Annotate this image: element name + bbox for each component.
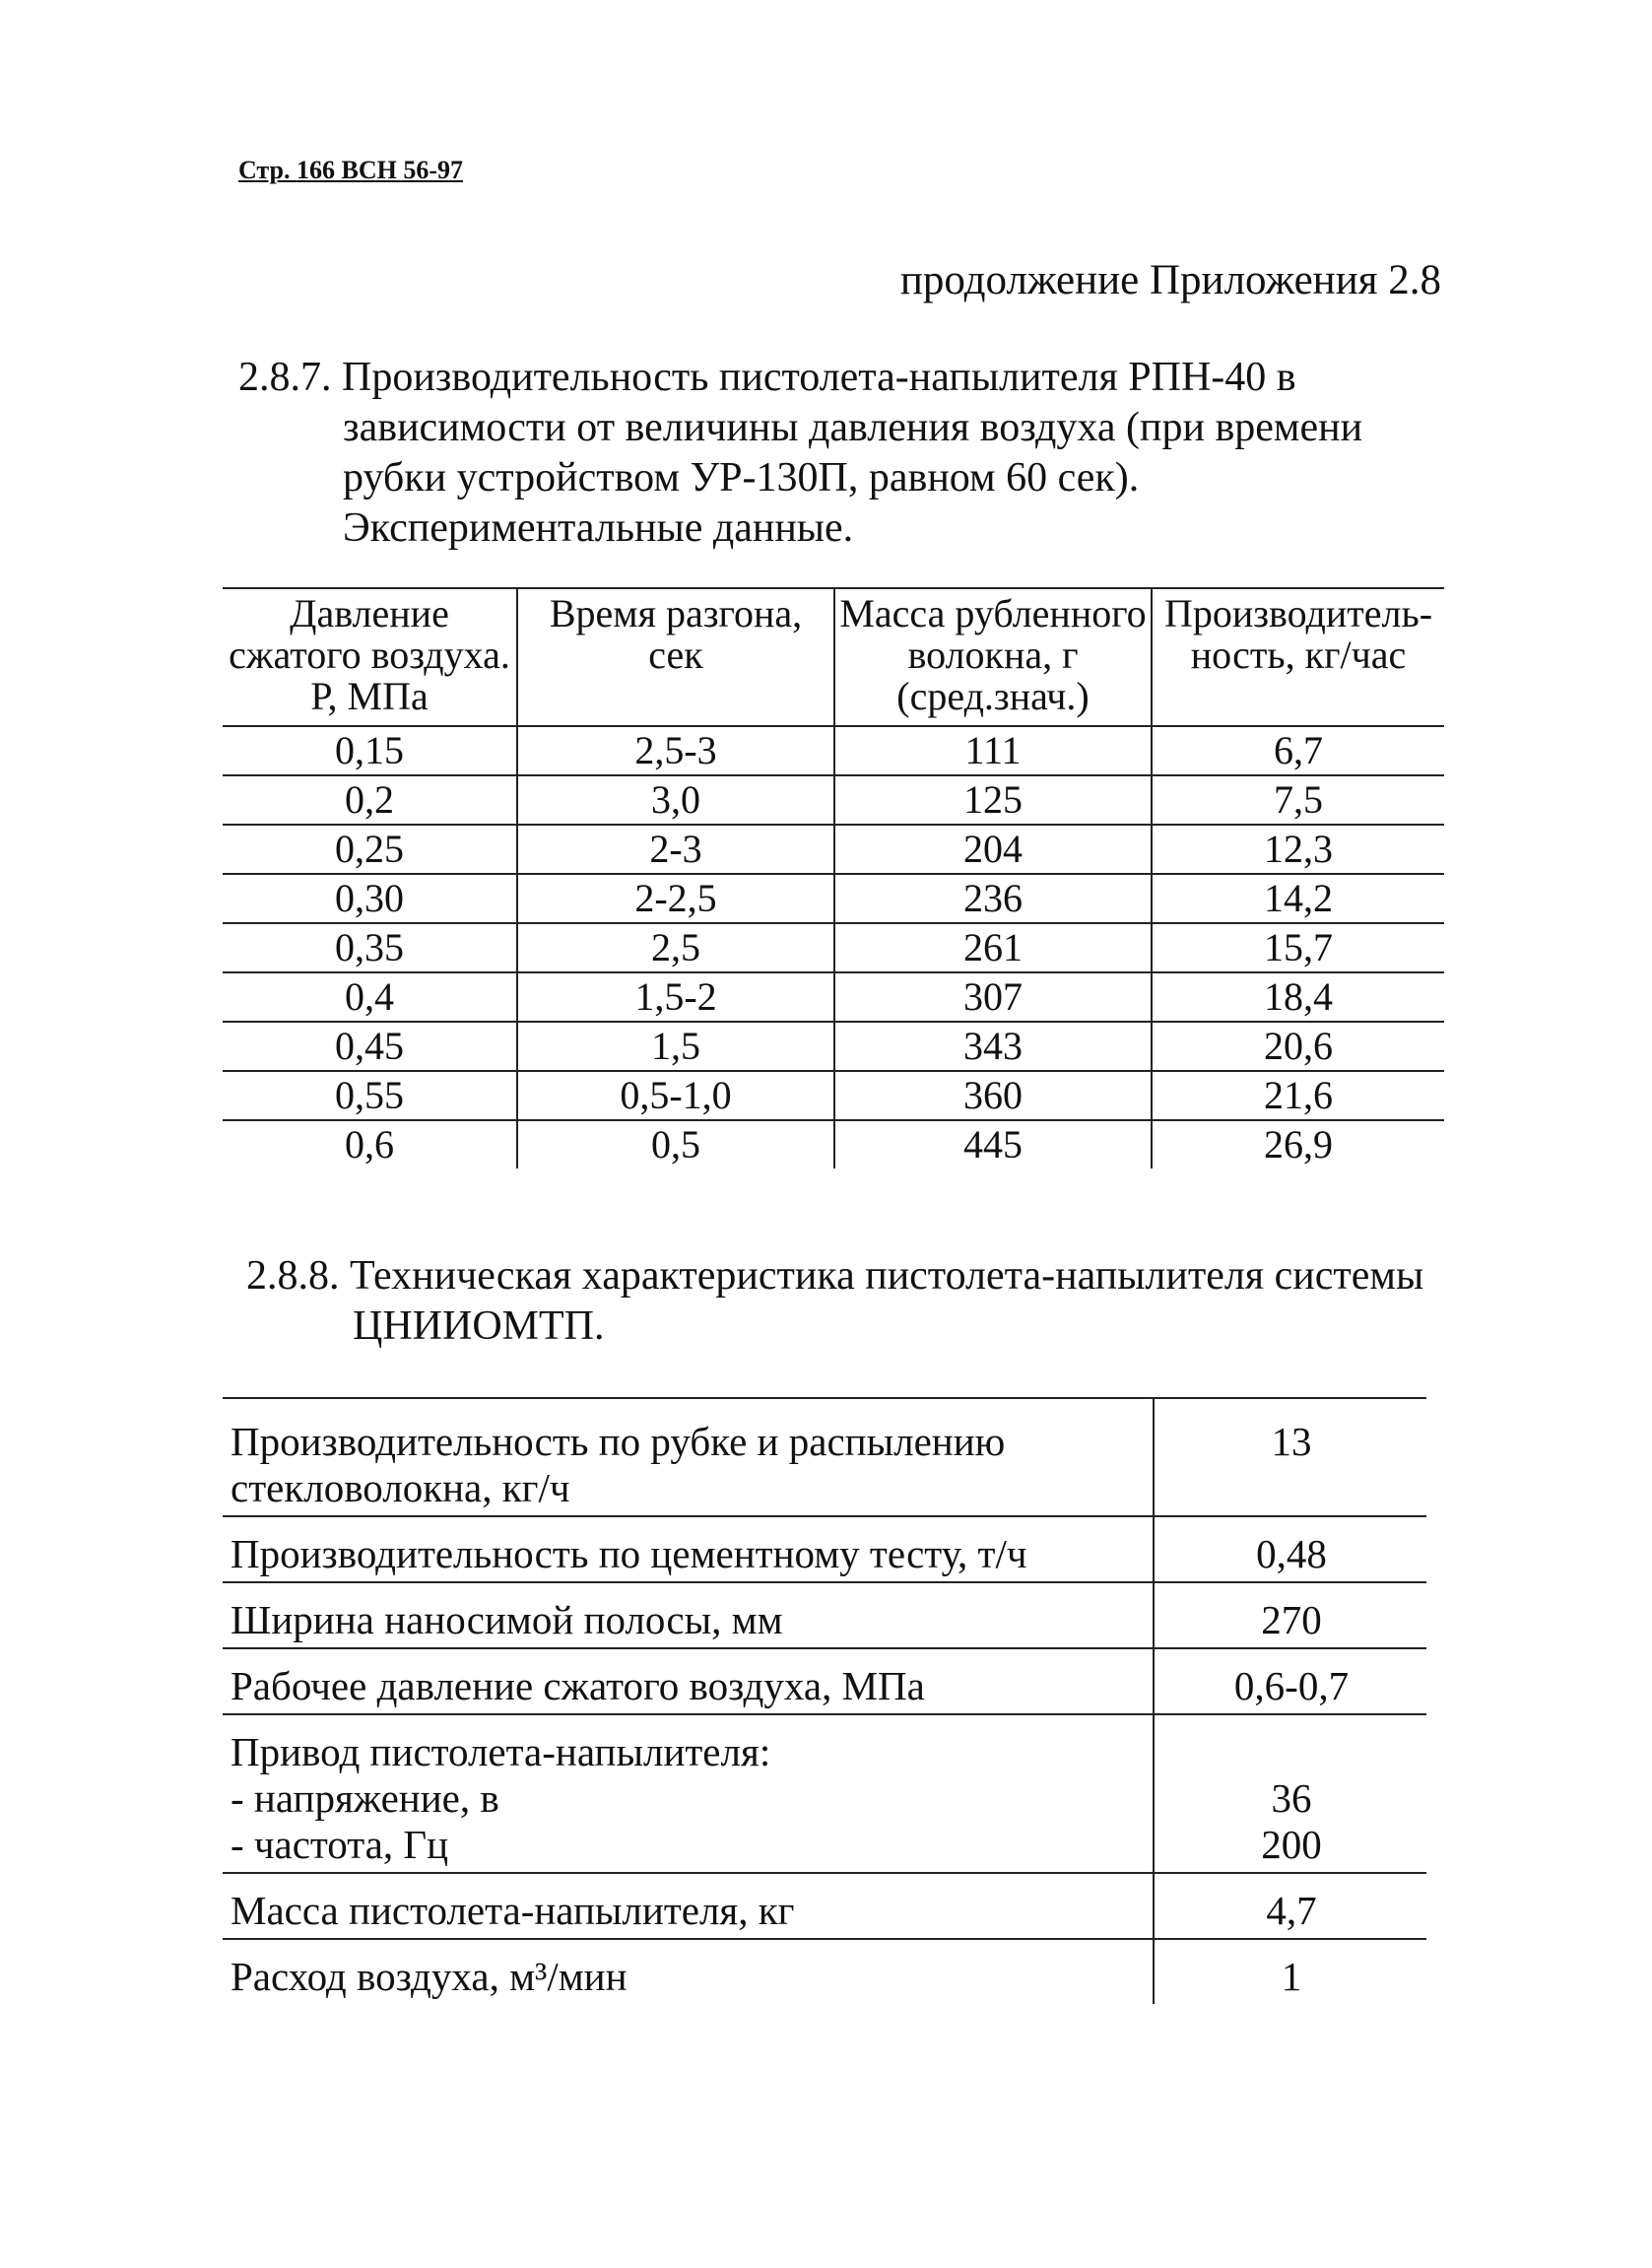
- cell-pressure: 0,4: [223, 972, 517, 1022]
- cell-mass: 360: [834, 1071, 1152, 1120]
- table-row: [223, 1873, 1426, 1939]
- spec-label: Расход воздуха, м³/мин: [231, 1954, 628, 1999]
- table-row: [223, 1022, 1444, 1071]
- section-title-text: 2.8.8. Техническая характеристика пистолета-напылителя системы ЦНИИОМТП.: [246, 1253, 1424, 1349]
- cell-time: 0,5: [517, 1120, 834, 1168]
- cell-productivity: 20,6: [1152, 1022, 1444, 1071]
- table-row: [223, 972, 1444, 1022]
- cell-time: 2,5-3: [517, 726, 834, 775]
- table-row: [223, 825, 1444, 874]
- cell-mass: 111: [834, 726, 1152, 775]
- cell-mass: 445: [834, 1120, 1152, 1168]
- cell-pressure: 0,25: [223, 825, 517, 874]
- drive-frequency-label: - частота, Гц: [231, 1822, 449, 1867]
- cell-productivity: 14,2: [1152, 874, 1444, 923]
- table-row: [223, 726, 1444, 775]
- page-header: Стр. 166 ВСН 56-97: [238, 156, 463, 184]
- cell-pressure: 0,15: [223, 726, 517, 775]
- table-row: [223, 1648, 1426, 1714]
- section-title-2-8-7: [238, 353, 1470, 554]
- spec-value: 0,6-0,7: [1154, 1648, 1426, 1714]
- cell-productivity: 15,7: [1152, 923, 1444, 972]
- cell-pressure: 0,45: [223, 1022, 517, 1071]
- spec-value: 4,7: [1154, 1873, 1426, 1939]
- spec-value: 0,48: [1154, 1516, 1426, 1582]
- table-row: [223, 1516, 1426, 1582]
- cell-pressure: 0,30: [223, 874, 517, 923]
- spec-label: Ширина наносимой полосы, мм: [223, 1582, 1154, 1648]
- cell-pressure: 0,6: [345, 1122, 394, 1167]
- table-header-row: [223, 588, 1444, 726]
- cell-productivity: 7,5: [1152, 775, 1444, 825]
- header-fiber-mass: Масса рубленного волокна, г (сред.знач.): [834, 588, 1152, 726]
- table-row: [223, 1120, 1444, 1168]
- cell-mass: 307: [834, 972, 1152, 1022]
- cell-time: 2,5: [517, 923, 834, 972]
- technical-specs-table: [223, 1397, 1426, 2004]
- spacer: [1162, 1729, 1421, 1775]
- cell-pressure: 0,35: [223, 923, 517, 972]
- spec-label: Масса пистолета-напылителя, кг: [223, 1873, 1154, 1939]
- cell-productivity: 21,6: [1152, 1071, 1444, 1120]
- appendix-continuation: продолжение Приложения 2.8: [899, 257, 1441, 303]
- drive-frequency-value: 200: [1261, 1822, 1322, 1867]
- cell-productivity: 12,3: [1152, 825, 1444, 874]
- cell-productivity: 18,4: [1152, 972, 1444, 1022]
- cell-time: 3,0: [517, 775, 834, 825]
- header-productivity: Производитель-ность, кг/час: [1152, 588, 1444, 726]
- table-row: [223, 923, 1444, 972]
- cell-pressure: 0,2: [223, 775, 517, 825]
- table-row: [223, 874, 1444, 923]
- spec-label: Производительность по цементному тесту, т/ч: [223, 1516, 1154, 1582]
- cell-mass: 343: [834, 1022, 1152, 1071]
- header-pressure: Давление сжатого воздуха. Р, МПа: [223, 588, 517, 726]
- cell-mass: 204: [834, 825, 1152, 874]
- section-title-2-8-8: [246, 1251, 1478, 1352]
- cell-mass: 125: [834, 775, 1152, 825]
- table-row: [223, 1071, 1444, 1120]
- cell-productivity: 6,7: [1152, 726, 1444, 775]
- cell-mass: 261: [834, 923, 1152, 972]
- table-row: [223, 1582, 1426, 1648]
- table-row: [223, 1714, 1426, 1873]
- spec-label: Рабочее давление сжатого воздуха, МПа: [223, 1648, 1154, 1714]
- cell-mass: 236: [834, 874, 1152, 923]
- drive-label: Привод пистолета-напылителя:: [231, 1729, 771, 1774]
- cell-time: 1,5-2: [517, 972, 834, 1022]
- cell-time: 2-3: [517, 825, 834, 874]
- spec-value: 1: [1154, 1939, 1426, 2004]
- cell-time: 1,5: [517, 1022, 834, 1071]
- spec-label-drive: [223, 1714, 1154, 1873]
- table-row: [223, 1939, 1426, 2004]
- section-title-text: 2.8.7. Производительность пистолета-напылителя РПН-40 в зависимости от величины давления воздуха (при времени рубки устройством УР-130П, равном 60 сек). Экспериментальные данные.: [238, 355, 1363, 551]
- drive-voltage-label: - напряжение, в: [231, 1775, 499, 1821]
- table-row: [223, 1398, 1426, 1516]
- header-acceleration-time: Время разгона, сек: [517, 588, 834, 726]
- cell-time: 2-2,5: [517, 874, 834, 923]
- spec-value: 270: [1154, 1582, 1426, 1648]
- cell-productivity: 26,9: [1152, 1120, 1444, 1168]
- cell-time: 0,5-1,0: [517, 1071, 834, 1120]
- table-row: [223, 775, 1444, 825]
- pressure-productivity-table: [223, 587, 1444, 1168]
- cell-pressure: 0,55: [223, 1071, 517, 1120]
- spec-label: Производительность по рубке и распылению стекловолокна, кг/ч: [223, 1398, 1154, 1516]
- spec-value-drive: [1154, 1714, 1426, 1873]
- spec-value: 13: [1154, 1398, 1426, 1516]
- drive-voltage-value: 36: [1271, 1775, 1312, 1821]
